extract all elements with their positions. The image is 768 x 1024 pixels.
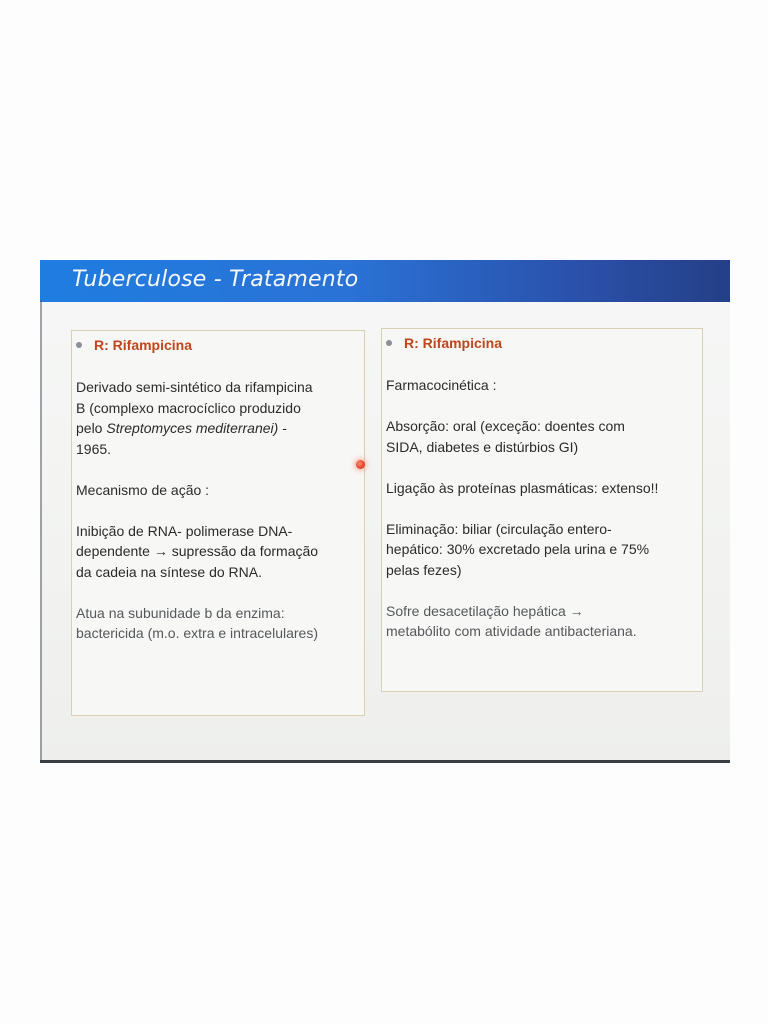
right-para-absorption [386, 416, 698, 457]
left-para-mechanism [76, 521, 360, 583]
text-line: Derivado semi-sintético da rifampicina [76, 379, 313, 395]
text-line: Absorção: oral (exceção: doentes com [386, 418, 625, 434]
text-line: 1965. [76, 440, 112, 457]
right-card [381, 328, 703, 692]
text-line: Farmacocinética : [386, 377, 497, 393]
title-bar [40, 260, 730, 302]
right-card-body [386, 375, 698, 662]
laser-pointer-icon [356, 460, 365, 469]
right-card-header [386, 335, 502, 351]
left-para-mechanism-heading [76, 480, 360, 501]
slide-left-edge [40, 300, 42, 762]
right-card-title: R: Rifampicina [404, 335, 503, 351]
text-line: SIDA, diabetes e distúrbios GI) [386, 438, 579, 455]
right-para-elimination [386, 519, 698, 581]
text-line-with-italic: pelo Streptomyces mediterranei) - [76, 420, 287, 436]
text-line: Inibição de RNA- polimerase DNA- [76, 522, 293, 539]
left-card [71, 330, 365, 716]
italic-species-name: Streptomyces mediterranei) [106, 420, 279, 436]
right-para-pk-heading [386, 375, 698, 396]
text-line: dependente → supressão da formação [76, 543, 319, 559]
slide [40, 260, 730, 762]
text-line: hepático: 30% excretado pela urina e 75% [386, 541, 650, 557]
left-card-title: R: Rifampicina [94, 337, 193, 353]
text-line: Atua na subunidade b da enzima: [76, 604, 285, 621]
slide-title: Tuberculose - Tratamento [72, 267, 359, 292]
text-line: da cadeia na síntese do RNA. [76, 563, 263, 580]
bullet-icon [386, 340, 392, 346]
text-line: Eliminação: biliar (circulação entero- [386, 520, 612, 537]
left-para-origin [76, 377, 360, 459]
text-line: metabólito com atividade antibacteriana. [386, 623, 637, 639]
bullet-icon [76, 342, 82, 348]
left-card-header [76, 337, 192, 353]
slide-bottom-edge [40, 760, 730, 763]
text-line: Sofre desacetilação hepática → [386, 602, 584, 619]
left-para-action [76, 603, 360, 644]
text-line: bactericida (m.o. extra e intracelulares) [76, 625, 318, 641]
text-line: B (complexo macrocíclico produzido [76, 399, 301, 416]
left-card-body [76, 377, 360, 664]
right-para-binding [386, 478, 698, 499]
text-line: pelas fezes) [386, 561, 462, 578]
text-line: Mecanismo de ação : [76, 481, 210, 498]
text-line: Ligação às proteínas plasmáticas: extenso!! [386, 479, 659, 496]
right-para-metabolism [386, 601, 698, 642]
